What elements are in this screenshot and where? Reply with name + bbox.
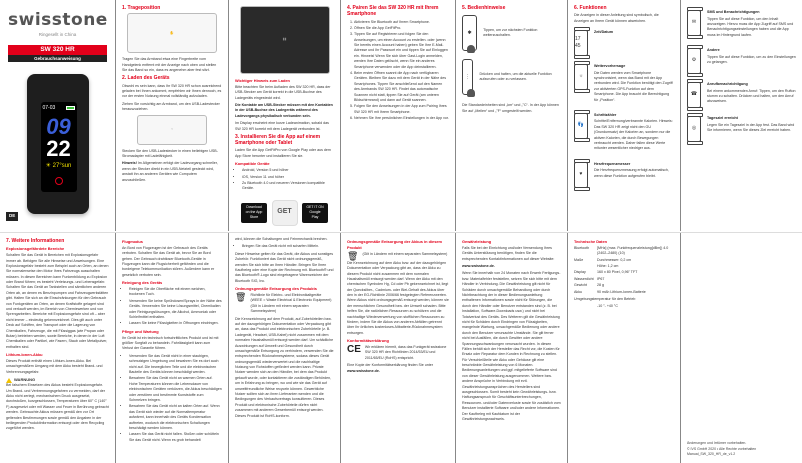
google-play-badge[interactable]: GET IT ON Google Play [302,203,328,223]
charge-text-3: Stecken Sie den USB-Ladestecker in einen beliebigen USB-Stromadapter mit Ladefähigkeit. [122,148,218,159]
heart-icon: ♥ [574,162,588,188]
feature-steps: 👣 Schrittzähler Schritte/Entfernung/verbrannte Kalorien. Hinweis: Das SW 320 HR zeigt nicht den GU (Grundumsatz) der Kalorien an, sondern nur die aktiven Kalorien, die durch Bewegungen verbraucht werden. Daher fallen diese Werte mitunter wesentlicher niedriger aus. [574,113,674,154]
feature-other: ⚙ Andere Tippen Sie auf diese Funktion, um zu den Einstellungen zu gelangen. [687,48,796,74]
crossed-bin-icon: 🗑 [235,291,247,302]
section-more-info [0,233,115,463]
feature-time: 17 45 Zeit/Datum [574,30,674,56]
wear-text: Tragen Sie das Armband etwa eine Fingerbreite vom Handgelenk entfernt mit der Anzeige nach oben und stellen Sie das Band so ein, dass es angenehm aber fest sitzt. [122,57,217,73]
charge-text-2: Ziehen Sie vorsichtig am Armband, um den USB-Ladestecker herauszuziehen. [122,101,220,112]
phone-icon: ☎ [687,82,701,108]
crossed-bin-icon: 🗑 [347,250,359,261]
feature-weather: ☼ Wettervorhersage Die Daten werden vom Smartphone synchronisiert, wenn das Band mit der App verbunden wird. Die Funktion benötigt den Zugriff zur aktivierten GPS-Funktion auf dem Smartphone. Die App braucht die Berechtigung für „Position“. [574,64,674,105]
battery-icon [66,106,75,110]
footsteps-icon: 👣 [574,113,588,139]
swisstone-link[interactable]: www.swisstone.de. [347,368,380,373]
hold-instruction: ⋮ Drücken und halten, um die aktuelle Funktion aufzurufen oder zu verlassen. [462,59,561,95]
pairing-steps: 1. Aktivieren Sie Bluetooth auf Ihrem Smartphone. 2. Öffnen Sie die App GetFitPro. 3. Tippen Sie auf Registrieren und folgen Sie den Anweisungen, um einen Account zu erstellen. oder (wenn Sie bereits einen Account haben) geben Sie Ihre E-Mail-Adresse und Ihr Passwort ein und tippen Sie auf Einloggen ein. Hinweis! Wenn Sie sich über Gast-Login anmelden, werden Ihre Daten gelöscht, wenn Sie ein anderes Smartphone verwenden oder die App deinstallieren. 4. Beim ersten Öffnen scannt die App nach verfügbaren Geräten. Bleiben Sie dazu mit dem Gerät in der Nähe des Smartphones. Tippen Sie anschließend auf den Namen des Armbands SW 320 HR. Findet das automatische Scannen nicht statt, tippen Sie auf Gerät (am unteren Bildschirmrand) und dann auf Gerät scannen. 5. Folgen Sie den Anweisungen in der App zum Pairing Ihres SW 320 HR mit Ihrem Smartphone. 6. Nehmen Sie Ihre persönlichen Einstellungen in der App vor. [354,20,449,122]
app-store-badge[interactable]: Download on the App Store [241,203,267,223]
ce-mark-icon: CE [347,344,361,356]
wrist-illustration: ✋ [127,13,217,53]
section-title: 3. Installieren Sie die App auf einem Smartphone oder Tablet [235,133,321,147]
charge-text-1: Obwohl es sein kann, dass Ihr SW 320 HR schon ausreichend geladen bei Ihnen ankommt, empfehlen wir Ihnen dennoch, es vor der ersten Nutzung einmal vollständig aufzuladen. [122,83,222,99]
message-icon: ✉ [687,10,701,36]
charge-hint: Hinweis! Im Allgemeinen erfolgt der Ladevorgang schneller, wenn der Stecker direkt in ein USB-Netzteil gesteckt wird, anstatt ihn an anderen Geräten wie Computern anzuschließen. [122,161,218,182]
section-charge-app [228,0,340,231]
touch-button-icon [55,177,63,185]
charge-note-1: Bitte beachten Sie beim Aufladen des SW 320 HR, dass der USB-Stecker am Gerät korrekt in die USB-Buchse des Ladegeräts eingesteckt wird. [235,84,331,100]
specs-title: Technische Daten [574,239,608,244]
clock-icon: 17 45 [574,30,588,56]
feature-sms: ✉ SMS und Benachrichtigungen Tippen Sie auf diese Funktion, um den Inhalt anzuzeigen. Hierzu muss die App Zugriff auf SMS und Benachrichtigungseinstellungen haben und die App muss im Hintergrund laufen. [687,10,796,40]
weee-block: 🗑 Richtlinie für Elektro- und Elektronikaltgeräte (WEEE = Waste Electrical & Electronic Equipment) (Gilt in Ländern mit einem separaten Sammelsystem) [235,291,332,314]
section-title: 7. Weitere Informationen [6,238,65,244]
lithium-title: Lithium-Ionen-Akku [6,352,43,358]
disposal-title: Ordnungsgemäße Entsorgung des Produkts [235,286,317,292]
feature-call: ☎ Anrufbenachrichtigung Bei einem ankommenden Anruf: Tippen, um den Rufton stumm zu schalten. Drücken und halten, um den Anruf abzuweisen. [687,82,796,108]
section-footer [680,233,802,463]
care-intro: Ihr Gerät ist ein technisch fortschrittliches Produkt und ist mit größter Sorgfalt zu behandeln. Fahrlässigkeit kann zum Verlust der Garantie führen. [122,335,219,351]
specs-table: Bluetooth [MHz] (max. Funkfrequenzleistung[dBm]) 4.0 (2402–2480) (10) Maße Durchmesser: 0,2 cm Höhe: 1,2 cm Display 160 x 80 Pixel, 0,96" TFT Wasserdicht IP67 Gewicht 28 g Akku 90 mAh Lithium-Ionen-Batterie [574,245,669,294]
compat-title: Kompatible Geräte [235,161,270,167]
watch-minute: 22 [46,135,71,161]
section-battery-ce [340,233,455,463]
charge-note-3: Im Display erscheint eine kurze Ladeanimation, sobald das SW 320 HR korrekt mit dem Ladegerät verbunden ist. [235,121,329,131]
ce-block: CE Wir erklären hiermit, dass das Funkgerät swisstone SW 320 HR den Richtlinien 2014/53/EU und 2011/65/EU (RoHS) entspricht. [347,344,447,360]
care-title: Pflege und Wartung [122,328,159,334]
battery-disposal-title: Ordnungsgemäße Entsorgung der Akkus in diesem Produkt [347,239,442,250]
flight-title: Flugmodus [122,239,143,244]
section-title: 4. Pairen Sie das SW 320 HR mit Ihrem Smartphone [347,5,439,18]
band-hold-icon: ⋮ [462,59,473,95]
page-top [0,0,802,231]
store-badges [241,200,328,226]
watch-weather: ☀ 27°sun [45,162,72,169]
care-list: • Verwenden Sie das Gerät nicht in einer staubigen, schmutzigen Umgebung und bewahren Sie es dort auch nicht auf. Die beweglichen Teile und die elektronischen Bauteile des Geräts können beschädigt werden. • Bewahren Sie das Gerät nicht an warmen Orten auf. Hohe Temperaturen können die Lebensdauer von elektronischen Geräten verkürzen, die Akkus beschädigen oder zerstören und bestimmte Kunststoffe zum Schmelzen bringen. • Bewahren Sie das Gerät nicht an kalten Orten auf. Wenn das Gerät sich wieder auf die Normaltemperatur aufwärmt, kann innerhalb des Geräts Kondensation auftreten, wodurch die elektronischen Schaltungen beschädigt werden können. • Lassen Sie das Gerät nicht fallen. Stoßen oder schütteln Sie das Gerät nicht. Wenn es grob behandelt [129,354,222,443]
lithium-text: Dieses Produkt enthält einen Lithium-Ionen-Akku. Bei unsachgemäßem Umgang mit dem Akku besteht Brand- und Verbrennungsgefahr. [6,359,103,374]
settings-icon: ⚙ [687,48,701,74]
warranty-intro: Falls Sie bei der Einrichtung und/oder Verwendung Ihres Geräts Unterstützung benötigen, finden Sie die entsprechenden Kontaktinformationen auf dieser Website: [462,245,555,261]
explosion-text: Schalten Sie das Gerät in Bereichen mit Explosionsgefahr immer ab. Befolgen Sie alle Hinweise und Anweisungen. Eine Explosionsgefahr besteht zum Beispiel auch an Orten, an denen Sie normalerweise den Motor Ihres Fahrzeugs ausschalten müssen. In diesen Bereichen kann Funkenbildung zu Explosion oder Brand führen; es besteht Verletzungs- und Lebensgefahr. Schalten Sie das Gerät an Tankstellen und sämtlichen anderen Orten ab, an denen es Benzinpumpen und Fahrzeugwerkstätten gibt. Halten Sie sich an die Einschränkungen für den Gebrauch von Funkgeräten an Orten, an denen Kraftstoffe gelagert sind und verkauft werden, im Bereich von Chemiewerken und von Sprengarbeiten. Bereiche mit Explosionsgefahr sind oft – aber nicht immer – eindeutig gekennzeichnet. Dies gilt auch unter Deck auf Schiffen, den Transport oder die Lagerung von Chemikalien, Fahrzeuge, die mit Flüssiggas (wie Propan oder Butan) betrieben werden, sowie Bereiche, in denen in der Luft Chemikalien oder Partikel, wie Fasern, Staub oder Metallpulver, enthalten sind. [6,253,109,349]
warranty-text: Wenn Sie innerhalb von 24 Monaten nach Erwerb Fertigungs- bzw. Materialfehler feststellen, setzen Sie sich bitte mit dem Händler in Verbindung. Die Gewährleistung gilt nicht für Schäden durch unsachgemäße Behandlung oder durch Nichtbeachtung der in dieser Bedienungsanleitung enthaltenen Informationen sowie nicht für Störungen, die durch den Händler oder Benutzer entstanden sind (z. B. bei Installation, Software-Downloads usw.) und nicht bei Totalverlust des Geräts. Des Weiteren gilt die Gewährleistung nicht für Schäden durch Eindringen von Flüssigkeiten, mangelnde Wartung, unsachgemäße Bedienung oder andere durch den Benutzer verursachte Umstände. Sie gilt ferner nicht bei Ausfällen, die durch Gewitter oder andere Spannungsschwankungen verursacht wurden. In diesen Fällen behält sich der Hersteller das Recht vor, die Kosten für Ersatz oder Reparatur dem Kunden in Rechnung zu stellen. Für Verschleißteile wie Akku oder Gehäuse gilt eine beschränkte Gewährleistung von 6 Monaten. Bedienungsanleitungen und ggf. mitgelieferte Software sind von dieser Gewährleistung ausgenommen. Weitere bzw. andere Ansprüche in Verbindung mit evtl. Gewährleistungsansprüchen des Herstellers sind ausgeschlossen. Somit besteht kein Gewährleistungs- bzw. Haftungsanspruch für Geschäftsunterbrechungen, Ressourcen- und/oder Datenverluste sowie für zusätzlich vom Benutzer installierte Software und/oder andere Informationen. Der Kaufbeleg mit Kaufdatum ist der Gewährleistungsnachweis. [462,271,561,421]
cover-panel [0,0,115,231]
conformity-title: Konformitätserklärung [347,338,389,344]
feature-goal: ◎ Tagesziel erreicht Legen Sie ein Tagesziel in der App fest. Das Band wird Sie informieren, wenn Sie dieses Ziel erreicht haben. [687,116,796,142]
brand-logo: swisstone [8,10,108,30]
warranty-link[interactable]: www.swisstone.de. [462,264,495,269]
temp-value: -10 °- +40 °C [597,304,618,309]
getfitpro-app-icon: GET [272,200,298,226]
section-functions-2 [680,0,802,231]
battery-disposal-text: Die Kennzeichnung auf dem Akku bzw. auf der dazugehörigen Dokumentation oder Verpackung gibt an, dass der Akku zu diesem Produkt nicht zusammen mit dem normalen Haushaltsmüll entsorgt werden darf. Wenn der Akku mit den chemischen Symbolen Hg, Cd oder Pb gekennzeichnet ist, liegt der Quecksilber-, Cadmium- oder Blei-Gehalt des Akkus über den in der EG-Richtlinie 2006/66 festgelegten Referenzwerten. Wenn Akkus nicht ordnungsgemäß entsorgt werden, können sie der menschlichen Gesundheit bzw. der Umwelt schaden. Bitte helfen Sie, die natürlichen Ressourcen zu schützen und die nachhaltige Wiederverwertung von stofflichen Ressourcen zu fördern, indem Sie die Akkus von anderen Abfällen getrennt über Ihr örtliches kostenloses Altbatterie-Rücknahmesystem entsorgen. [347,260,449,335]
section-title: 1. Trageposition [122,5,161,11]
warning-heading: WARNUNG [6,377,109,383]
watch-date: 07-03 [42,105,56,112]
watch-hour: 09 [46,113,71,139]
disposal-text: Die Kennzeichnung auf dem Produkt, auf Zubehörteilen bzw. auf der dazugehörigen Dokumentation oder Verpackung gibt an, dass das Produkt und elektronischen Zubehörteile (z. B. Ladegerät, Headset, USB-Kabel) nicht zusammen mit dem normalen Haushaltsmüll entsorgt werden darf. Um schädliche Auswirkungen auf Umwelt und Gesundheit durch unsachgemäße Entsorgung zu verhindern, verwenden Sie die entsprechenden Rücknahmesysteme, sodass dieses Gerät ordnungsgemäß wiederverwertet und die nachhaltige Nutzung von Rohstoffen gefördert werden kann. Private Nutzer wenden sich an den Händler, bei dem das Produkt gekauft wurde, oder kontaktieren die zuständigen Behörden, um in Erfahrung zu bringen, wo und wie sie das Gerät auf umweltfreundliche Weise recyceln können. Gewerbliche Nutzer sollten sich an ihren Lieferanten wenden und die Bedingungen des Verkaufsvertrags konsultieren. Dieses Produkt und elektronische Zubehörteile dürfen nicht zusammen mit anderem Gewerbemüll entsorgt werden. Dieses Produkt ist RoHS-konform. [235,316,334,418]
section-disposal: wird, können die Schaltungen und Feinmechanik brechen. • Bringen Sie das Gerät nicht mit scharfen Mitteln. Diese Hinweise gelten für das Gerät, die Akkus und sonstiges Zubehör. Funktioniert das Gerät nicht ordnungsgemäß, wenden Sie sich bitte an Ihren Händler. Bringen Sie Ihren Kaufbeleg oder eine Kopie der Rechnung mit. Bluetooth® und das Bluetooth®-Logo sind eingetragene Warenzeichen der Bluetooth SIG, Inc. Ordnungsgemäße Entsorgung des Produkts 🗑 Richtlinie für Elektro- und Elektronikaltgeräte (WEEE = Waste Electrical & Electronic Equipment) (Gilt in Ländern mit einem separaten Sammelsystem) Die Kennzeichnung auf dem Produkt, auf Zubehörteilen bzw. auf der dazugehörigen Dokumentation oder Verpackung gibt an, dass das Produkt und elektronischen Zubehörteile (z. B. Ladegerät, Headset, USB-Kabel) nicht zusammen mit dem normalen Haushaltsmüll entsorgt werden darf. Um schädliche Auswirkungen auf Umwelt und Gesundheit durch unsachgemäße Entsorgung zu verhindern, verwenden Sie die entsprechenden Rücknahmesysteme, sodass dieses Gerät ordnungsgemäß wiederverwertet und die nachhaltige Nutzung von Rohstoffen gefördert werden kann. Private Nutzer wenden sich an den Händler, bei dem das Produkt gekauft wurde, oder kontaktieren die zuständigen Behörden, um in Erfahrung zu bringen, wo und wie sie das Gerät auf umweltfreundliche Weise recyceln können. Gewerbliche Nutzer sollten sich an ihren Lieferanten wenden und die Bedingungen des Verkaufsvertrags konsultieren. Dieses Produkt und elektronische Zubehörteile dürfen nicht zusammen mit anderem Gewerbemüll entsorgt werden. Dieses Produkt ist RoHS-konform. [228,233,340,463]
units-text: Die Standardeinheiten sind „km“ und „°C“. In der App können Sie auf „Meilen“ und „°F“ umgestellt werden. [462,103,559,113]
section-wear-charge [115,0,228,231]
section-specs [567,233,680,463]
conformity-copy: Eine Kopie der Konformitätserklärung finden Sie unter www.swisstone.de. [347,363,433,373]
warning-text: Bei falschem Einsetzen des Akkus besteht Explosionsgefahr. Um Brand- und Verbrennungsgefahren zu vermeiden, darf der Akku nicht zerlegt, mechanischem Druck ausgesetzt, durchstoßen, kurzgeschlossen, Temperaturen über 60° C (140° F) ausgesetzt oder mit Wasser und Feuer in Berührung gebracht werden. Gebrauchte Akkus müssen gemäß den vor Ort geltenden Bestimmungen sowie gemäß den Angaben in der beiliegenden Produktinformation entsorgt oder dem Recycling zugeführt werden. [6,383,109,431]
document-footer: Änderungen und Irrtümer vorbehalten. © IVS GmbH 2020 • Alle Rechte vorbehalten Manual_SW_320_HR_de_v1.2 [687,441,757,456]
tap-instruction: ✱ Tippen, um zur nächsten Funktion weiterzuschalten. [462,15,561,51]
flight-text: An Bord von Flugzeugen ist der Gebrauch des Geräts verboten. Schalten Sie das Gerät ab, bevor Sie an Bord gehen. Der Gebrauch drahtloser Bluetooth-Geräte in Flugzeugen kann die Flugsicherheit gefährden und die bordeigene Telekommunikation stören. Außerdem kann er gesetzlich verboten sein. [122,245,215,277]
charge-note-title: Wichtiger Hinweis zum Laden [235,78,290,83]
battery-weee-block: 🗑 (Gilt in Ländern mit einem separaten Sammelsystem) [347,250,448,261]
cleaning-list: • Reinigen Sie die Oberfläche mit einem weichen, trockenen Tuch. • Verwenden Sie keine Sprühdosen/Sprays in der Nähe des Geräts. Verwenden Sie keine Lösungsmittel, Chemikalien oder Reinigungslösungen, die Alkohol, Ammoniak oder Schleifmittel enthalten. • Lassen Sie keine Flüssigkeiten in Öffnungen eindringen. [129,287,222,327]
weather-icon: ☼ [574,64,588,90]
cleaning-title: Reinigung des Geräts [122,280,163,286]
language-badge: DE [6,212,18,221]
care-tail: Diese Hinweise gelten für das Gerät, die Akkus und sonstiges Zubehör. Funktioniert das Gerät nicht ordnungsgemäß, wenden Sie sich bitte an Ihren Händler. Bringen Sie Ihren Kaufbeleg oder eine Kopie der Rechnung mit. Bluetooth® und das Bluetooth®-Logo sind eingetragene Warenzeichen der Bluetooth SIG, Inc. [235,251,334,283]
section-flight-care [115,233,228,463]
page-bottom [0,232,802,463]
model-banner: SW 320 HR [8,45,107,55]
watch-screen [41,102,77,192]
section-title: 5. Bedienhinweise [462,5,506,11]
functions-intro: Die Anzeigen in dieser Anleitung sind symbolisch, die Anzeigen an Ihrem Gerät können abweichen. [574,13,659,23]
section-pairing [340,0,455,231]
brand-tagline: Ringesellt in China [38,31,77,37]
section-operation [455,0,567,231]
care-continued: wird, können die Schaltungen und Feinmechanik brechen. [235,237,328,241]
band-usb-image: ▮▮ [240,6,330,74]
fitness-band-image [27,74,89,214]
compat-list: • Android, Version 5 und höher • iOS, Version 11 und höher • Zu Bluetooth 4.0 und neueren Versionen kompatible Geräte. [242,168,334,192]
section-functions-1 [567,0,680,231]
charge-note-2: Die Kontakte am USB-Stecker müssen mit den Kontakten in der USB-Buchse des Ladegeräts während des Ladevorgangs physikalisch verbunden sein. [235,103,333,118]
warning-icon [6,378,12,383]
section-title: 6. Funktionen [574,5,607,11]
warranty-title: Gewährleistung [462,239,492,244]
explosion-title: Explosionsgefährdete Bereiche [6,246,65,252]
subtitle-banner: Gebrauchsanweisung [8,55,107,62]
band-tap-icon: ✱ [462,15,477,51]
usb-plug-illustration: ⌁ [137,115,207,145]
section-warranty [455,233,567,463]
section-title: 2. Laden des Geräts [122,75,170,82]
app-text: Laden Sie die App GetFitPro von Google Play oder aus dem App Store herunter und installieren Sie sie. [235,148,331,158]
temp-label: Umgebungstemperatur für den Betrieb [574,296,636,301]
feature-heartrate: ♥ Herzfrequenzmesser Die Herzfrequenzmessung erfolgt automatisch, wenn diese Funktion aufgerufen bleibt. [574,162,674,188]
target-icon: ◎ [687,116,701,142]
